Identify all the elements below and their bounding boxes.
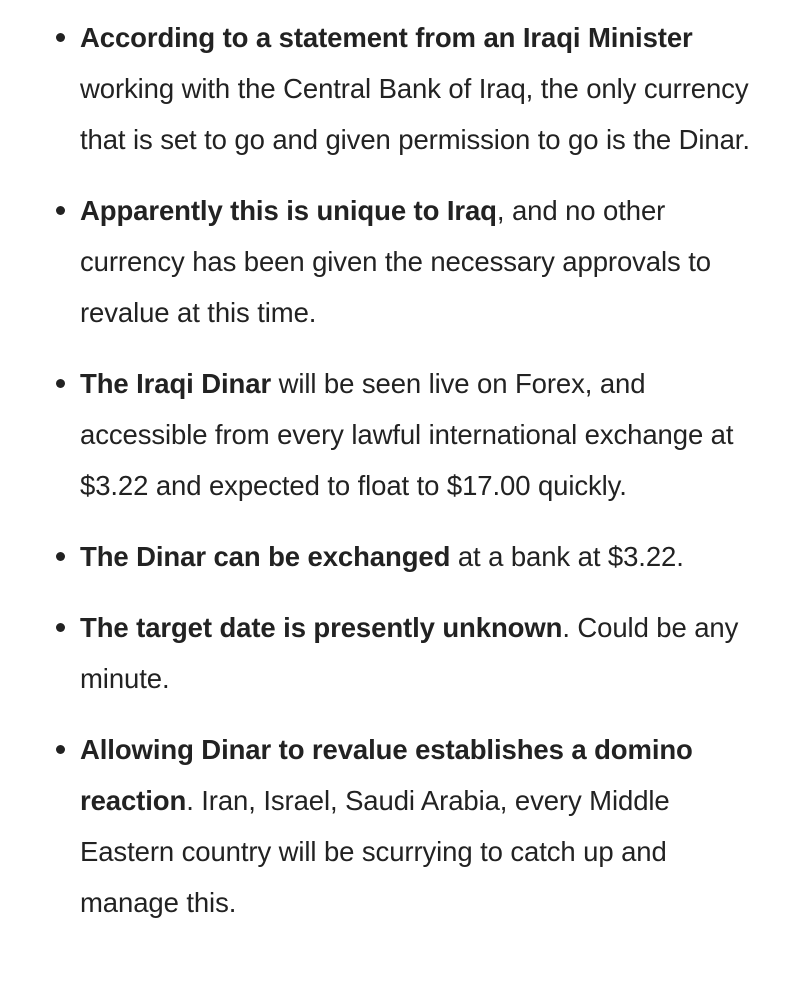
list-item	[80, 358, 770, 511]
list-item	[80, 12, 770, 165]
list-item-text: , and no other currency has been given the necessary approvals to revalue at this time.	[80, 195, 711, 328]
list-item-bold-text: According to a statement from an Iraqi Minister	[80, 22, 693, 53]
list-item-text: at a bank at $3.22.	[450, 541, 684, 572]
list-item-text: . Iran, Israel, Saudi Arabia, every Middle Eastern country will be scurrying to catch up and manage this.	[80, 785, 670, 918]
list-item	[80, 185, 770, 338]
list-item	[80, 602, 770, 704]
list-item-text: working with the Central Bank of Iraq, the only currency that is set to go and given permission to go is the Dinar.	[80, 73, 750, 155]
list-item-bold-text: Apparently this is unique to Iraq	[80, 195, 497, 226]
list-item-bold-text: Allowing Dinar to revalue establishes a domino reaction	[80, 734, 693, 816]
list-item	[80, 531, 770, 582]
list-item-bold-text: The Iraqi Dinar	[80, 368, 272, 399]
list-item-text: . Could be any minute.	[80, 612, 739, 694]
list-item	[80, 724, 770, 928]
list-item-bold-text: The Dinar can be exchanged	[80, 541, 451, 572]
list-item-text: will be seen live on Forex, and accessible from every lawful international exchange at $3.22 and expected to float to $17.00 quickly.	[80, 368, 734, 501]
list-item-bold-text: The target date is presently unknown	[80, 612, 563, 643]
